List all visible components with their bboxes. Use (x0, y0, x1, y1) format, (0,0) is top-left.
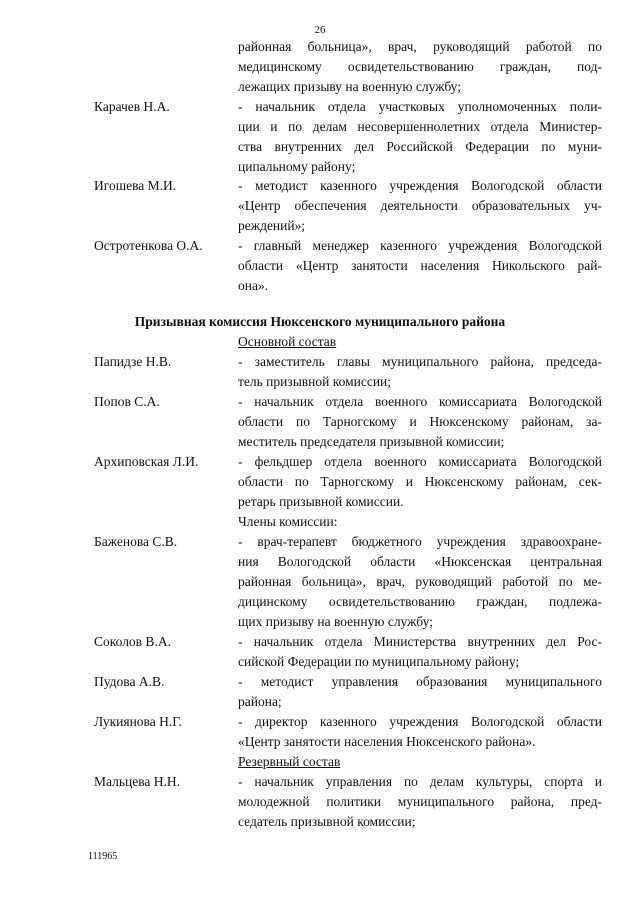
text-line: - заместитель главы муниципального района, председа- (238, 354, 602, 369)
person-name: Баженова С.В. (94, 534, 178, 549)
text-line: меститель председателя призывной комиссии; (238, 434, 505, 449)
person-name: Карачев Н.А. (94, 99, 170, 114)
text-line: - методист управления образования муниципального (238, 674, 602, 689)
text-line: «Центр занятости населения Нюксенского района». (238, 734, 536, 749)
text-line: области по Тарногскому и Нюксенскому районам, за- (238, 414, 602, 429)
person-name: Попов С.А. (94, 394, 160, 409)
text-line: - главный менеджер казенного учреждения Вологодской (238, 238, 602, 253)
text-line: - начальник управления по делам культуры, спорта и (238, 774, 602, 789)
text-line: - начальник отдела участковых уполномоченных поли- (238, 99, 602, 114)
person-name: Соколов В.А. (94, 634, 171, 649)
person-name: Остротенкова О.А. (94, 238, 203, 253)
text-line: ния Вологодской области «Нюксенская центральная (238, 554, 602, 569)
text-line: сийской Федерации по муниципальному району; (238, 654, 520, 669)
text-line: - фельдшер отдела военного комиссариата Вологодской (238, 454, 602, 469)
section-title: Призывная комиссия Нюксенского муниципального района (134, 314, 506, 329)
text-line: области «Центр занятости населения Никольского рай- (238, 258, 602, 273)
main-composition-label: Основной состав (238, 334, 337, 349)
text-line: дицинскому освидетельствованию граждан, подлежа- (238, 594, 602, 609)
text-line: области по Тарногскому и Нюксенскому районам, сек- (238, 474, 602, 489)
person-name: Лукиянова Н.Г. (94, 714, 182, 729)
text-line: она». (238, 278, 269, 293)
text-line: седатель призывной комиссии; (238, 814, 416, 829)
text-line: района; (238, 694, 282, 709)
person-name: Мальцева Н.Н. (94, 774, 181, 789)
text-line: ципальному району; (238, 159, 356, 174)
text-line: тель призывной комиссии; (238, 374, 392, 389)
text-line: - методист казенного учреждения Вологодской области (238, 178, 602, 193)
text-line: ства внутренних дел Российской Федерации по муни- (238, 139, 602, 154)
person-name: Пудова А.В. (94, 674, 165, 689)
person-name: Игошева М.И. (94, 178, 177, 193)
person-name: Папидзе Н.В. (94, 354, 172, 369)
text-line: щих призыву на военную службу; (238, 614, 433, 629)
text-line: районная больница», врач, руководящий работой по ме- (238, 574, 602, 589)
footer-code: 111965 (88, 851, 118, 862)
page-number: 26 (314, 24, 326, 36)
text-line: - директор казенного учреждения Вологодской области (238, 714, 602, 729)
text-line: ции и по делам несовершеннолетних отдела Министер- (238, 119, 602, 134)
text-line: - начальник отдела Министерства внутренних дел Рос- (238, 634, 602, 649)
reserve-composition-label: Резервный состав (238, 754, 341, 769)
text-line: молодежной политики муниципального района, пред- (238, 794, 602, 809)
text-line: медицинскому освидетельствованию граждан, под- (238, 59, 602, 74)
text-line: - врач-терапевт бюджетного учреждения здравоохране- (238, 534, 602, 549)
person-name: Архиповская Л.И. (94, 454, 199, 469)
text-line: «Центр обеспечения деятельности образовательных уч- (238, 198, 602, 213)
text-line: ретарь призывной комиссии. (238, 494, 404, 509)
members-label: Члены комиссии: (238, 514, 338, 529)
text-line: - начальник отдела военного комиссариата Вологодской (238, 394, 602, 409)
text-line: лежащих призыву на военную службу; (238, 79, 462, 94)
text-line: реждений»; (238, 218, 306, 233)
text-line: районная больница», врач, руководящий работой по (238, 39, 602, 54)
